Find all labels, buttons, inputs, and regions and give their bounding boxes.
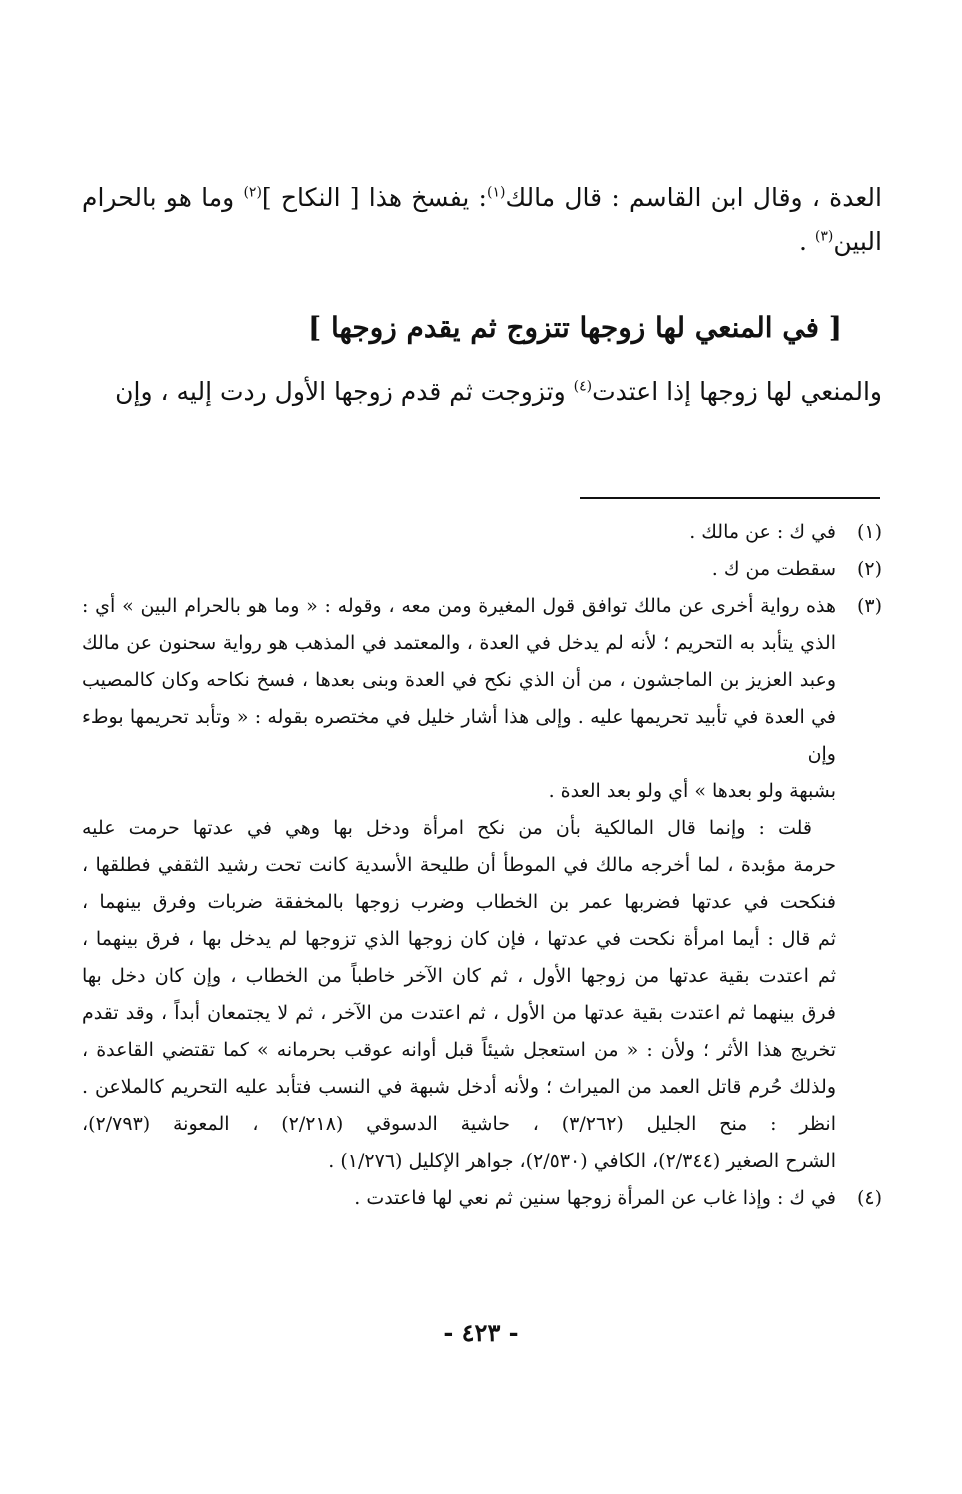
footnote-text: [82, 588, 836, 810]
footnote-line: هذه رواية أخرى عن مالك توافق قول المغيرة ومن معه ، وقوله : « وما هو بالحرام البين » أي :: [82, 595, 836, 617]
footnote-line: الشرح الصغير (٢/٣٤٤)، الكافي (٢/٥٣٠)، جواهر الإكليل (١/٢٧٦) .: [328, 1150, 836, 1172]
footnote-line: الذي يتأبد به التحريم ؛ لأنه لم يدخل في العدة ، والمعتمد في المذهب هو رواية سحنون عن مالك: [82, 632, 836, 654]
paragraph-1-text-a: العدة ، وقال ابن القاسم : قال مالك: [505, 183, 882, 212]
footnote-line: وعبد العزيز بن الماجشون ، من أن الذي نكح في العدة وبنى بعدها ، فسخ نكاحه وكان كالمصيب: [82, 669, 836, 691]
footnote-3: [82, 588, 882, 810]
footnote-number: (٢): [856, 558, 882, 580]
footnote-line: ثم قال : أيما امرأة نكحت في عدتها ، فإن كان زوجها الذي تزوجها لم يدخل بها ، فرق بينهما ،: [82, 928, 836, 950]
footnote-line: ولذلك حُرم قاتل العمد من الميراث ؛ ولأنه أدخل شبهة في النسب فتأبد عليه التحريم كالملاعن .: [82, 1076, 836, 1098]
paragraph-1: [82, 176, 882, 264]
footnote-line: ثم اعتدت بقية عدتها من زوجها الأول ، ثم كان الآخر خاطباً من الخطاب ، وإن كان دخل بها: [82, 965, 836, 987]
footnote-line: في العدة في تأبيد تحريمها عليه . وإلى هذا أشار خليل في مختصره بقوله : « وتأبد تحريمها بوطء وإن: [82, 706, 836, 765]
footnote-ref-3[interactable]: (٣): [814, 228, 834, 245]
footnote-3-continuation: [82, 810, 836, 1180]
footnote-line: فنكحت في عدتها فضربها عمر بن الخطاب وضرب زوجها بالمخفقة ضربات وفرق بينهما ،: [82, 891, 836, 913]
footnote-number: (٣): [856, 595, 882, 617]
footnote-number: (٤): [856, 1187, 882, 1209]
section-heading: [ في المنعي لها زوجها تتزوج ثم يقدم زوجها ]: [308, 311, 842, 344]
footnote-line: قلت : وإنما قال المالكية بأن من نكح امرأة ودخل بها وهي في عدتها حرمت عليه: [82, 817, 812, 839]
paragraph-1-text-b: : يفسخ هذا [ النكاح ]: [261, 183, 487, 212]
footnote-text: في ك : وإذا غاب عن المرأة زوجها سنين ثم نعي لها فاعتدت .: [354, 1187, 836, 1209]
footnote-ref-1[interactable]: (١): [486, 184, 506, 201]
footnotes-section: [82, 514, 882, 1217]
footnote-separator: [580, 497, 880, 499]
footnote-2: [82, 551, 882, 588]
paragraph-1-text-c: وما هو بالحرام البين: [82, 183, 882, 256]
footnote-text: سقطت من ك .: [711, 558, 836, 580]
footnote-ref-4[interactable]: (٤): [573, 378, 593, 395]
paragraph-2-text-a: والمنعي لها زوجها إذا اعتدت: [592, 377, 882, 406]
footnote-1: [82, 514, 882, 551]
paragraph-1-text-d: .: [798, 227, 815, 256]
paragraph-2: [82, 370, 882, 414]
footnote-line: حرمة مؤبدة ، لما أخرجه مالك في الموطأ أن طليحة الأسدية كانت تحت رشيد الثقفي فطلقها ،: [82, 854, 836, 876]
footnote-line: فرق بينهما ثم اعتدت بقية عدتها من الأول ، ثم اعتدت من الآخر ، ثم لا يجتمعان أبداً ، وقد تقدم: [82, 1002, 836, 1024]
footnote-number: (١): [856, 521, 882, 543]
footnote-text: في ك : عن مالك .: [689, 521, 836, 543]
footnote-line: بشبهة ولو بعدها » أي ولو بعد العدة .: [548, 780, 836, 802]
footnote-line: انظر : منح الجليل (٣/٢٦٢) ، حاشية الدسوقي (٢/٢١٨) ، المعونة (٢/٧٩٣)،: [82, 1113, 837, 1135]
paragraph-2-text-b: وتزوجت ثم قدم زوجها الأول ردت إليه ، وإن: [115, 377, 574, 406]
footnote-4: [82, 1180, 882, 1217]
page-number: - ٤٢٣ -: [443, 1318, 519, 1347]
footnote-ref-2[interactable]: (٢): [243, 184, 262, 201]
footnote-line: تخريج هذا الأثر ؛ ولأن : « من استعجل شيئاً قبل أوانه عوقب بحرمانه » كما تقتضي القاعدة ،: [82, 1039, 836, 1061]
